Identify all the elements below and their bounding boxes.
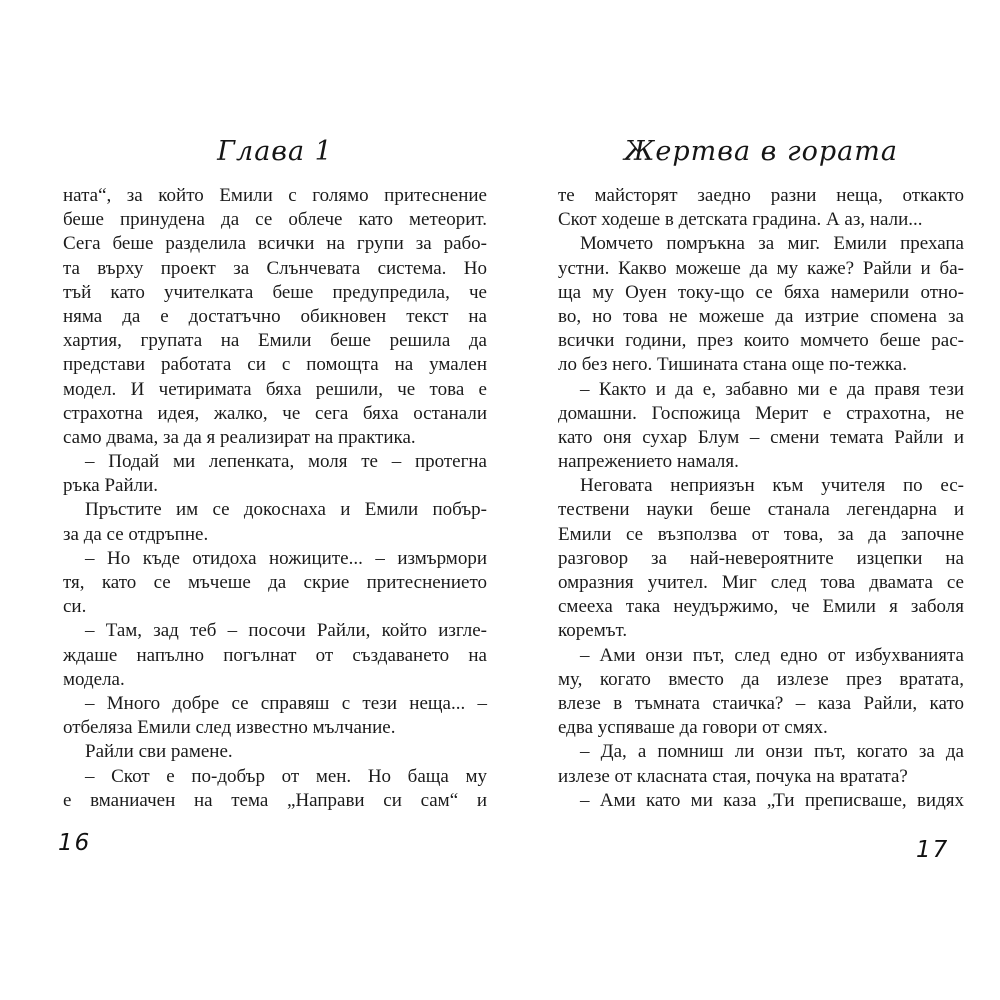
text-line: тя, като се мъчеше да скрие притеснението [63,572,487,593]
text-line: хартия, групата на Емили беше решила да [63,330,487,352]
text-line: во, но това не можеше да изтрие спомена за [558,305,964,327]
text-line: като оня сухар Блум – смени темата Райли и [558,426,964,448]
left-page-header: Глава 1 [217,136,333,167]
text-line: Сега беше разделила всички на групи за рабо- [63,233,487,255]
text-line: Емили се възползва от това, за да започне [558,523,964,545]
text-line: – Ами онзи път, след едно от избухванията [580,644,964,666]
text-line: – Много добре се справяш с тези неща... – [85,692,487,714]
text-line: – Подай ми лепенката, моля те – протегна [85,451,487,473]
text-line: – Скот е по-добър от мен. Но баща му [85,765,487,787]
text-line: отбеляза Емили след известно мълчание. [63,717,396,739]
right-page-number: 17 [916,837,950,863]
text-line: ло без него. Тишината стана още по-тежка. [558,354,907,376]
text-line: страхотна идея, жалко, че сега бяха останали [63,402,487,424]
text-line: – Там, зад теб – посочи Райли, който изгле- [85,620,487,642]
text-line: напрежението намаля. [558,451,739,473]
text-line: ждаше напълно погълнат от създаването на [63,644,487,666]
text-line: – Както и да е, забавно ми е да правя тези [580,378,964,400]
left-page-text [63,184,487,813]
left-page-number: 16 [58,830,92,856]
text-line: модел. И четиримата бяха решили, че това е [63,378,487,400]
right-page-header: Жертва в гората [624,136,898,167]
text-line: представи работата си с помощта на умален [63,354,487,376]
text-line: смееха така неудържимо, че Емили я заболя [558,596,964,618]
right-page-text [558,184,964,813]
text-line: – Ами като ми каза „Ти преписваше, видях [580,789,964,811]
text-line: излезе от класната стая, почука на вратата? [558,765,908,787]
text-line: та върху проект за Слънчевата система. Но [63,257,487,279]
text-line: влезе в тъмната стаичка? – каза Райли, като [558,692,964,714]
text-line: ната“, за който Емили с голямо притеснение [63,185,487,206]
text-line: модела. [63,668,125,690]
text-line: Райли сви рамене. [85,741,233,763]
text-line: едва успяваше да говори от смях. [558,717,828,739]
text-line: за да се отдръпне. [63,523,209,545]
text-line: ща му Оуен току-що се бяха намерили отно- [558,281,964,303]
text-line: омразния учител. Миг след това двамата се [558,572,964,593]
text-line: само двама, за да я реализират на практика. [63,426,416,448]
text-line: Скот ходеше в детската градина. А аз, нали... [558,209,923,231]
text-line: ръка Райли. [63,475,159,497]
text-line: Момчето помръкна за миг. Емили прехапа [580,233,964,255]
text-line: тествени науки беше станала легендарна и [558,499,964,521]
text-line: си. [63,596,87,618]
text-line: коремът. [558,620,628,642]
text-line: тъй като учителката беше предупредила, че [63,281,487,303]
text-line: беше принудена да се облече като метеорит. [63,209,487,231]
text-line: е вманиачен на тема „Направи си сам“ и [63,789,487,811]
text-line: Неговата неприязън към учителя по ес- [580,475,964,497]
text-line: – Но къде отидоха ножиците... – измърмори [85,547,487,569]
text-line: – Да, а помниш ли онзи път, когато за да [580,741,964,763]
text-line: разговор за най-невероятните изцепки на [558,547,964,569]
text-line: устни. Какво можеше да му каже? Райли и ба- [558,257,964,279]
text-line: те майсторят заедно разни неща, откакто [558,185,964,206]
text-line: домашни. Госпожица Мерит е страхотна, не [558,402,964,424]
text-line: му, когато вместо да излезе през вратата, [558,668,964,690]
text-line: всички години, през които момчето беше рас- [558,330,964,352]
text-line: Пръстите им се докоснаха и Емили побър- [85,499,487,521]
text-line: няма да е достатъчно обикновен текст на [63,305,487,327]
